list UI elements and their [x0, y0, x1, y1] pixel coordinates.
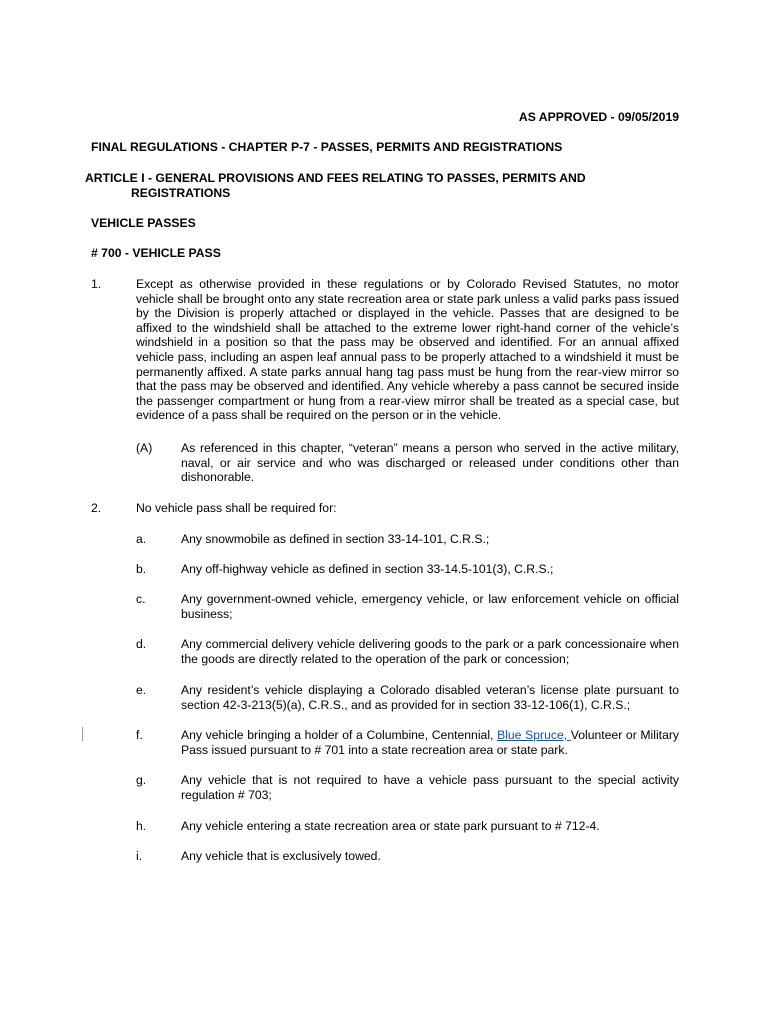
list-item-number: f. — [136, 728, 143, 742]
list-item-number: h. — [136, 819, 147, 833]
chapter-title: FINAL REGULATIONS - CHAPTER P-7 - PASSES, PERMITS AND REGISTRATIONS — [91, 140, 563, 154]
list-item-number: e. — [136, 683, 147, 697]
list-item-text: Any resident’s vehicle displaying a Colorado disabled veteran’s license plate pursuant to section 42-3-213(5)(a), C.R.S., and as provided for in section 33-12-106(1), C.R.S.; — [181, 683, 679, 712]
revision-change-bar — [82, 727, 83, 741]
subparagraph-number: (A) — [136, 441, 153, 455]
list-item-number: b. — [136, 562, 147, 576]
list-item-text: Any off-highway vehicle as defined in section 33-14.5-101(3), C.R.S.; — [181, 562, 554, 576]
list-item-number: g. — [136, 773, 147, 787]
list-item-text: Any vehicle that is exclusively towed. — [181, 849, 381, 863]
paragraph-text: No vehicle pass shall be required for: — [136, 501, 337, 515]
paragraph-number: 2. — [91, 501, 102, 515]
list-item-text: Any government-owned vehicle, emergency vehicle, or law enforcement vehicle on official business; — [181, 592, 679, 621]
approval-date: AS APPROVED - 09/05/2019 — [518, 110, 679, 124]
list-item-text: Any vehicle entering a state recreation area or state park pursuant to # 712-4. — [181, 819, 600, 833]
paragraph-text: Except as otherwise provided in these regulations or by Colorado Revised Statutes, no motor vehicle shall be brought onto any state recreation area or state park unless a valid parks pass issued by the Division is properly attached or displayed in the vehicle. Passes that are designed to be affixed to the windshield shall be attached to the extreme lower right-hand corner of the vehicle’s windshield in a position so that the pass may be observed and identified. For an annual affixed vehicle pass, including an aspen leaf annual pass to be properly attached to a windshield it must be permanently affixed. A state parks annual hang tag pass must be hung from the rear-view mirror so that the pass may be observed and identified. Any vehicle whereby a pass cannot be secured inside the passenger compartment or hung from a rear-view mirror shall be treated as a special case, but evidence of a pass shall be required on the person or in the vehicle. — [136, 277, 679, 423]
section-heading-700: # 700 - VEHICLE PASS — [91, 246, 221, 260]
list-item-text — [181, 728, 679, 757]
subparagraph-text: As referenced in this chapter, “veteran” means a person who served in the active military, naval, or air service and who was discharged or released under conditions other than dishonorable. — [181, 441, 679, 485]
list-item-number: i. — [136, 849, 143, 863]
list-item-text: Any commercial delivery vehicle delivering goods to the park or a park concessionaire when the goods are directly related to the operation of the park or concession; — [181, 637, 679, 666]
list-item-number: a. — [136, 532, 147, 546]
article-title: ARTICLE I - GENERAL PROVISIONS AND FEES RELATING TO PASSES, PERMITS AND REGISTRATIONS — [85, 171, 586, 200]
section-heading-vehicle-passes: VEHICLE PASSES — [91, 216, 196, 230]
list-item-text-after: Volunteer or Military Pass issued pursuant to # 701 into a state recreation area or state park. — [181, 728, 679, 757]
list-item-number: d. — [136, 637, 147, 651]
list-item-text: Any vehicle that is not required to have a vehicle pass pursuant to the special activity regulation # 703; — [181, 773, 679, 802]
list-item-number: c. — [136, 592, 146, 606]
blue-spruce-link[interactable]: Blue Spruce, — [497, 728, 571, 742]
list-item-text: Any snowmobile as defined in section 33-14-101, C.R.S.; — [181, 532, 490, 546]
paragraph-number: 1. — [91, 277, 102, 291]
list-item-text-before: Any vehicle bringing a holder of a Columbine, Centennial, — [181, 728, 498, 742]
